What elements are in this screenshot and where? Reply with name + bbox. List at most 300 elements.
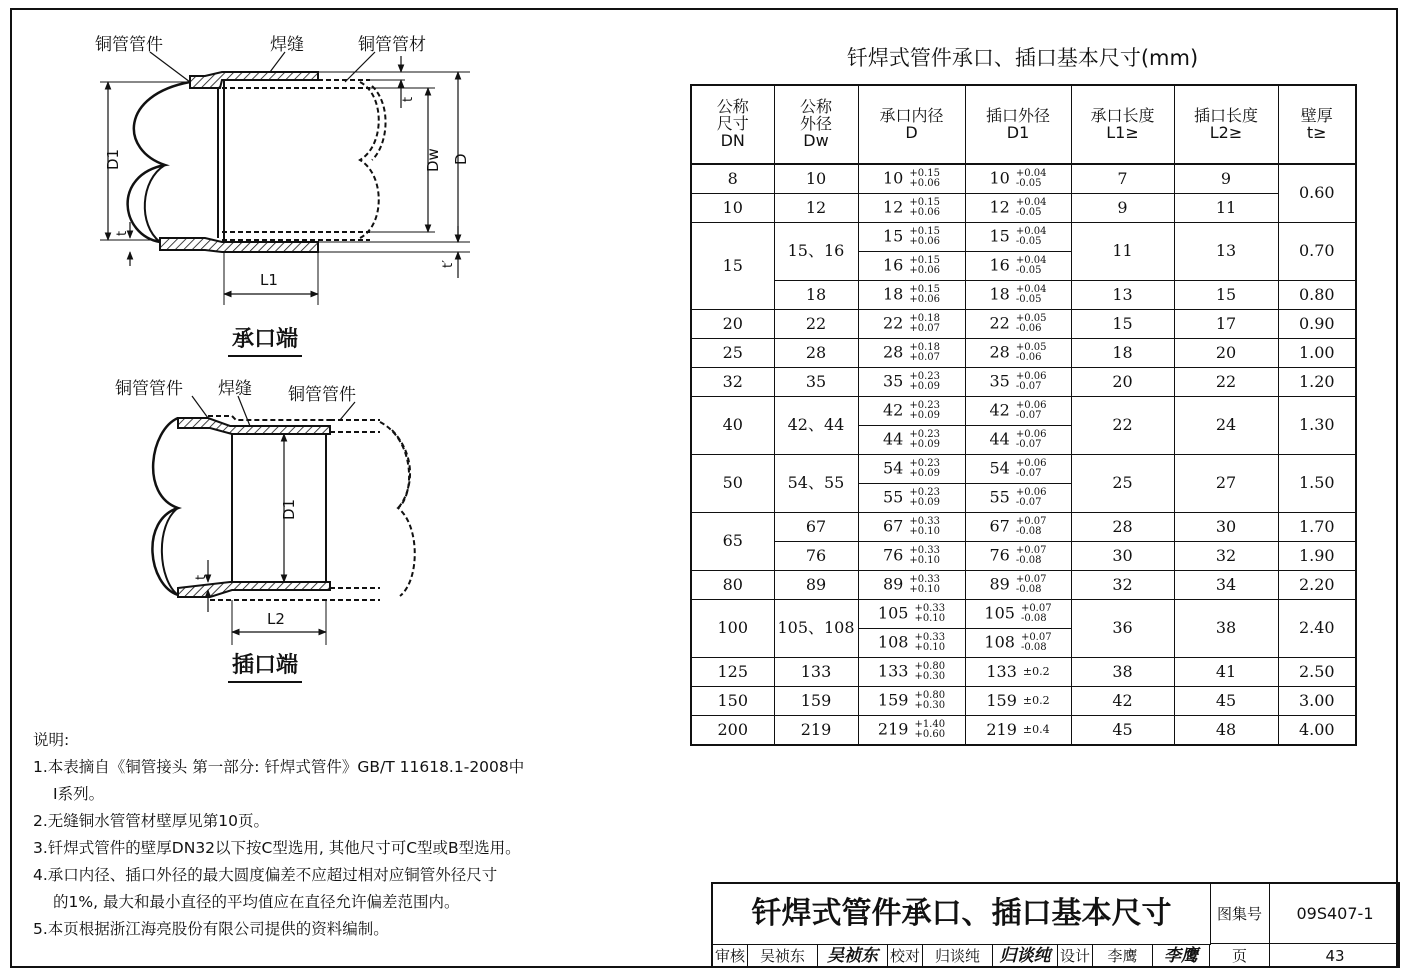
dim-t-left: t <box>115 230 130 236</box>
base-value: 54 <box>882 458 904 478</box>
tolerance-upper: +0.23 <box>909 458 940 469</box>
tolerance <box>914 691 945 711</box>
tolerance-lower: +0.09 <box>909 410 940 421</box>
socket-length-cell: 36 <box>1071 600 1174 658</box>
designer-signature: 李鹰 <box>1153 944 1210 968</box>
tolerance-upper: +0.15 <box>909 284 940 295</box>
tolerance-upper: +0.05 <box>1015 342 1047 353</box>
dn-cell: 65 <box>691 513 774 571</box>
tolerance-upper: +0.04 <box>1015 226 1047 237</box>
table-row <box>691 397 1356 426</box>
tolerance-lower: -0.08 <box>1015 555 1042 566</box>
spigot-length-cell: 41 <box>1174 658 1278 687</box>
socket-inner-diameter-cell <box>858 368 965 397</box>
notes-title: 说明: <box>33 731 70 749</box>
socket-inner-diameter-cell <box>858 600 965 629</box>
dim-l2: L2 <box>267 610 285 628</box>
tolerance-upper: +0.04 <box>1015 284 1047 295</box>
table-row <box>691 310 1356 339</box>
base-value: 16 <box>989 255 1010 275</box>
dn-cell: 20 <box>691 310 774 339</box>
spigot-outer-diameter-cell <box>965 716 1071 746</box>
dn-cell: 25 <box>691 339 774 368</box>
tolerance-upper: +0.06 <box>1015 371 1047 382</box>
dim-dw: Dw <box>424 148 442 172</box>
base-value: 16 <box>882 255 904 275</box>
table-row <box>691 513 1356 542</box>
base-value: 35 <box>989 371 1010 391</box>
tolerance-upper: +0.18 <box>909 342 940 353</box>
socket-inner-diameter-cell <box>858 687 965 716</box>
socket-end-caption: 承口端 <box>228 322 302 357</box>
spigot-length-cell: 30 <box>1174 513 1278 542</box>
notes <box>33 727 673 943</box>
base-value: 67 <box>882 516 904 536</box>
spigot-outer-diameter-cell <box>965 600 1071 629</box>
table-row <box>691 687 1356 716</box>
base-value: 10 <box>882 168 904 188</box>
tolerance-upper: +0.33 <box>909 516 940 527</box>
page-label: 页 <box>1210 944 1270 968</box>
tolerance-lower: +0.10 <box>909 526 940 537</box>
socket-inner-diameter-cell <box>858 426 965 455</box>
tolerance-lower: -0.08 <box>1015 526 1042 537</box>
design-label: 设计 <box>1058 944 1093 968</box>
tolerance <box>909 459 940 479</box>
base-value: 133 <box>986 661 1017 681</box>
base-value: 159 <box>986 690 1017 710</box>
tolerance <box>1016 314 1047 334</box>
tolerance-lower: +0.09 <box>909 497 940 508</box>
tolerance-lower: -0.05 <box>1015 265 1042 276</box>
note-line: 4.承口内径、插口外径的最大圆度偏差不应超过相对应铜管外径尺寸 <box>33 866 498 884</box>
tolerance-lower: -0.08 <box>1020 613 1047 624</box>
base-value: 12 <box>989 197 1010 217</box>
tolerance-lower: -0.07 <box>1015 381 1042 392</box>
label-fitting-right: 铜管管件 <box>288 385 356 405</box>
tolerance-lower: +0.10 <box>909 555 940 566</box>
socket-inner-diameter-cell <box>858 571 965 600</box>
dw-cell: 28 <box>774 339 858 368</box>
tolerance-upper: +0.04 <box>1015 255 1047 266</box>
wall-thickness-cell: 0.90 <box>1278 310 1356 339</box>
spigot-length-cell: 9 <box>1174 164 1278 194</box>
base-value: 133 <box>877 661 909 681</box>
socket-inner-diameter-cell <box>858 542 965 571</box>
spigot-outer-diameter-cell <box>965 542 1071 571</box>
tolerance <box>1023 725 1050 735</box>
tolerance-upper: +0.06 <box>1015 458 1047 469</box>
tolerance-plus-minus: ±0.4 <box>1022 723 1050 737</box>
socket-end-drawing <box>100 52 470 305</box>
base-value: 44 <box>989 429 1010 449</box>
tolerance-lower: +0.07 <box>909 352 940 363</box>
base-value: 219 <box>877 719 909 739</box>
socket-length-cell: 20 <box>1071 368 1174 397</box>
socket-length-cell: 9 <box>1071 194 1174 223</box>
wall-thickness-cell: 1.90 <box>1278 542 1356 571</box>
tolerance-lower: -0.07 <box>1015 410 1042 421</box>
dn-cell: 125 <box>691 658 774 687</box>
tolerance-lower: +0.10 <box>909 584 940 595</box>
dw-cell: 35 <box>774 368 858 397</box>
dn-cell: 200 <box>691 716 774 746</box>
dw-cell: 67 <box>774 513 858 542</box>
dn-cell: 150 <box>691 687 774 716</box>
tolerance <box>1016 169 1047 189</box>
table-row <box>691 368 1356 397</box>
tolerance <box>1021 604 1052 624</box>
tolerance-lower: +0.06 <box>909 207 940 218</box>
tolerance <box>909 430 940 450</box>
tolerance-lower: +0.06 <box>909 294 940 305</box>
table-row <box>691 339 1356 368</box>
base-value: 22 <box>989 313 1010 333</box>
table-row <box>691 571 1356 600</box>
spigot-outer-diameter-cell <box>965 164 1071 194</box>
base-value: 28 <box>882 342 904 362</box>
spigot-outer-diameter-cell <box>965 223 1071 252</box>
socket-inner-diameter-cell <box>858 513 965 542</box>
base-value: 15 <box>989 226 1010 246</box>
tolerance-plus-minus: ±0.2 <box>1022 665 1050 679</box>
column-header: 公称 尺寸 DN <box>691 85 774 164</box>
spigot-length-cell: 45 <box>1174 687 1278 716</box>
socket-length-cell: 45 <box>1071 716 1174 746</box>
dim-d1: D1 <box>104 148 122 170</box>
spigot-outer-diameter-cell <box>965 397 1071 426</box>
socket-inner-diameter-cell <box>858 716 965 746</box>
wall-thickness-cell: 4.00 <box>1278 716 1356 746</box>
base-value: 22 <box>882 313 904 333</box>
dim-d1: D1 <box>280 498 298 520</box>
dn-cell: 32 <box>691 368 774 397</box>
table-row <box>691 223 1356 252</box>
label-fitting: 铜管管件 <box>95 35 163 55</box>
tolerance-lower: +0.30 <box>914 671 946 682</box>
tolerance <box>1016 488 1047 508</box>
table-row <box>691 542 1356 571</box>
tolerance-lower: -0.08 <box>1020 642 1047 653</box>
dw-cell: 18 <box>774 281 858 310</box>
socket-inner-diameter-cell <box>858 252 965 281</box>
spigot-outer-diameter-cell <box>965 194 1071 223</box>
spigot-outer-diameter-cell <box>965 571 1071 600</box>
dim-t-prime: t′ <box>441 259 456 268</box>
tolerance <box>1016 401 1047 421</box>
tolerance-lower: -0.05 <box>1015 178 1042 189</box>
tolerance <box>909 488 940 508</box>
tolerance-lower: -0.05 <box>1015 236 1042 247</box>
note-line: 1.本表摘自《铜管接头 第一部分: 钎焊式管件》GB/T 11618.1-2008中 <box>33 758 525 776</box>
base-value: 105 <box>984 603 1015 623</box>
tolerance <box>1016 227 1047 247</box>
spigot-end-caption: 插口端 <box>228 648 302 683</box>
tolerance-upper: +0.07 <box>1015 574 1047 585</box>
spigot-outer-diameter-cell <box>965 339 1071 368</box>
wall-thickness-cell: 0.70 <box>1278 223 1356 281</box>
tolerance-lower: +0.10 <box>914 613 946 624</box>
tolerance-upper: +0.07 <box>1015 545 1047 556</box>
dim-l1: L1 <box>260 271 278 289</box>
atlas-label: 图集号 <box>1210 884 1270 944</box>
note-line: 2.无缝铜水管管材壁厚见第10页。 <box>33 812 270 830</box>
spigot-length-cell: 17 <box>1174 310 1278 339</box>
spigot-outer-diameter-cell <box>965 281 1071 310</box>
tolerance <box>914 720 945 740</box>
tolerance <box>909 343 940 363</box>
tolerance-upper: +0.18 <box>909 313 940 324</box>
wall-thickness-cell: 1.50 <box>1278 455 1356 513</box>
tolerance-upper: +0.15 <box>909 255 940 266</box>
wall-thickness-cell: 2.40 <box>1278 600 1356 658</box>
base-value: 42 <box>989 400 1010 420</box>
dw-cell: 42、44 <box>774 397 858 455</box>
label-weld: 焊缝 <box>270 35 304 55</box>
socket-inner-diameter-cell <box>858 455 965 484</box>
tolerance-upper: +0.07 <box>1020 603 1052 614</box>
tolerance-lower: +0.06 <box>909 236 940 247</box>
tolerance-lower: -0.07 <box>1015 468 1042 479</box>
dw-cell: 54、55 <box>774 455 858 513</box>
note-line: 5.本页根据浙江海亮股份有限公司提供的资料编制。 <box>33 920 389 938</box>
dim-t-right: t <box>401 96 416 102</box>
tolerance-lower: -0.06 <box>1015 323 1042 334</box>
spigot-length-cell: 15 <box>1174 281 1278 310</box>
tolerance-lower: +0.10 <box>914 642 946 653</box>
wall-thickness-cell: 1.00 <box>1278 339 1356 368</box>
tolerance <box>1016 459 1047 479</box>
checker-signature: 归谈纯 <box>993 944 1058 968</box>
wall-thickness-cell: 1.70 <box>1278 513 1356 542</box>
dw-cell: 22 <box>774 310 858 339</box>
socket-length-cell: 13 <box>1071 281 1174 310</box>
dw-cell: 133 <box>774 658 858 687</box>
tolerance-upper: +0.05 <box>1015 313 1047 324</box>
base-value: 10 <box>989 168 1010 188</box>
tolerance <box>1016 198 1047 218</box>
table-row <box>691 281 1356 310</box>
label-weld: 焊缝 <box>218 379 252 399</box>
atlas-number: 09S407-1 <box>1270 884 1400 944</box>
tolerance-plus-minus: ±0.2 <box>1022 694 1050 708</box>
tolerance <box>909 314 940 334</box>
tolerance <box>1016 546 1047 566</box>
socket-length-cell: 28 <box>1071 513 1174 542</box>
note-line: 的1%, 最大和最小直径的平均值应在直径允许偏差范围内。 <box>53 893 460 911</box>
socket-inner-diameter-cell <box>858 223 965 252</box>
socket-inner-diameter-cell <box>858 281 965 310</box>
socket-inner-diameter-cell <box>858 339 965 368</box>
socket-length-cell: 30 <box>1071 542 1174 571</box>
tolerance <box>909 575 940 595</box>
tolerance-upper: +1.40 <box>914 719 946 730</box>
dn-cell: 100 <box>691 600 774 658</box>
tolerance <box>914 662 945 682</box>
tolerance-upper: +0.06 <box>1015 429 1047 440</box>
reviewer-name: 吴祯东 <box>748 944 818 968</box>
note-line: I系列。 <box>53 785 105 803</box>
tolerance-lower: +0.09 <box>909 468 940 479</box>
base-value: 105 <box>877 603 909 623</box>
base-value: 44 <box>882 429 904 449</box>
base-value: 219 <box>986 719 1017 739</box>
tolerance-lower: +0.30 <box>914 700 946 711</box>
dn-cell: 40 <box>691 397 774 455</box>
review-label: 审核 <box>713 944 748 968</box>
table-row <box>691 164 1356 194</box>
tolerance <box>909 517 940 537</box>
tolerance <box>1023 696 1050 706</box>
wall-thickness-cell: 1.30 <box>1278 397 1356 455</box>
table-header-row <box>691 85 1356 164</box>
tolerance <box>909 401 940 421</box>
table-row <box>691 716 1356 746</box>
wall-thickness-cell: 1.20 <box>1278 368 1356 397</box>
spigot-length-cell: 22 <box>1174 368 1278 397</box>
dw-cell: 10 <box>774 164 858 194</box>
tolerance <box>1016 372 1047 392</box>
spigot-outer-diameter-cell <box>965 426 1071 455</box>
spigot-length-cell: 38 <box>1174 600 1278 658</box>
spigot-length-cell: 24 <box>1174 397 1278 455</box>
spigot-outer-diameter-cell <box>965 368 1071 397</box>
base-value: 159 <box>877 690 909 710</box>
tolerance-upper: +0.15 <box>909 168 940 179</box>
base-value: 35 <box>882 371 904 391</box>
tolerance-lower: +0.60 <box>914 729 946 740</box>
dn-cell: 50 <box>691 455 774 513</box>
column-header: 承口长度 L1≥ <box>1071 85 1174 164</box>
base-value: 42 <box>882 400 904 420</box>
tolerance-upper: +0.04 <box>1015 197 1047 208</box>
base-value: 18 <box>989 284 1010 304</box>
page-number: 43 <box>1325 947 1345 965</box>
tolerance-upper: +0.23 <box>909 371 940 382</box>
spigot-outer-diameter-cell <box>965 658 1071 687</box>
spigot-length-cell: 32 <box>1174 542 1278 571</box>
tolerance-upper: +0.04 <box>1015 168 1047 179</box>
socket-inner-diameter-cell <box>858 310 965 339</box>
tolerance <box>909 198 940 218</box>
spigot-length-cell: 34 <box>1174 571 1278 600</box>
tolerance <box>914 633 945 653</box>
dn-cell: 80 <box>691 571 774 600</box>
tolerance <box>909 372 940 392</box>
socket-length-cell: 42 <box>1071 687 1174 716</box>
socket-length-cell: 32 <box>1071 571 1174 600</box>
tolerance-upper: +0.80 <box>914 690 946 701</box>
base-value: 12 <box>882 197 904 217</box>
dimension-table <box>690 84 1357 746</box>
tolerance-upper: +0.07 <box>1020 632 1052 643</box>
wall-thickness-cell: 3.00 <box>1278 687 1356 716</box>
tolerance-lower: +0.06 <box>909 178 940 189</box>
tolerance-lower: -0.05 <box>1015 207 1042 218</box>
spigot-outer-diameter-cell <box>965 455 1071 484</box>
socket-inner-diameter-cell <box>858 164 965 194</box>
tolerance <box>1016 430 1047 450</box>
spigot-length-cell: 20 <box>1174 339 1278 368</box>
dw-cell: 219 <box>774 716 858 746</box>
tolerance-upper: +0.15 <box>909 197 940 208</box>
tolerance-upper: +0.33 <box>914 603 946 614</box>
tolerance-upper: +0.33 <box>909 574 940 585</box>
tolerance <box>1021 633 1052 653</box>
note-line: 3.钎焊式管件的壁厚DN32以下按C型选用, 其他尺寸可C型或B型选用。 <box>33 839 521 857</box>
tolerance <box>909 169 940 189</box>
tolerance-lower: -0.07 <box>1015 439 1042 450</box>
title-block-title: 钎焊式管件承口、插口基本尺寸 <box>713 884 1211 945</box>
dn-cell: 8 <box>691 164 774 194</box>
tolerance-lower: +0.09 <box>909 381 940 392</box>
spigot-outer-diameter-cell <box>965 687 1071 716</box>
socket-length-cell: 18 <box>1071 339 1174 368</box>
designer-name: 李鹰 <box>1093 944 1153 968</box>
column-header: 承口内径 D <box>858 85 965 164</box>
base-value: 55 <box>989 487 1010 507</box>
spigot-length-cell: 11 <box>1174 194 1278 223</box>
socket-inner-diameter-cell <box>858 629 965 658</box>
tolerance <box>914 604 945 624</box>
tolerance-lower: +0.07 <box>909 323 940 334</box>
base-value: 76 <box>989 545 1010 565</box>
tolerance-upper: +0.33 <box>909 545 940 556</box>
dw-cell: 159 <box>774 687 858 716</box>
base-value: 67 <box>989 516 1010 536</box>
tolerance <box>1016 517 1047 537</box>
wall-thickness-cell: 2.20 <box>1278 571 1356 600</box>
spigot-outer-diameter-cell <box>965 484 1071 513</box>
base-value: 55 <box>882 487 904 507</box>
notes-list <box>33 754 673 943</box>
spigot-outer-diameter-cell <box>965 310 1071 339</box>
spigot-length-cell: 13 <box>1174 223 1278 281</box>
base-value: 28 <box>989 342 1010 362</box>
tolerance <box>909 285 940 305</box>
spigot-outer-diameter-cell <box>965 252 1071 281</box>
title-block <box>711 882 1400 968</box>
tolerance <box>909 227 940 247</box>
base-value: 89 <box>882 574 904 594</box>
base-value: 18 <box>882 284 904 304</box>
tolerance <box>1016 285 1047 305</box>
table-title: 钎焊式管件承口、插口基本尺寸(mm) <box>846 46 1199 70</box>
dw-cell: 76 <box>774 542 858 571</box>
tolerance-upper: +0.23 <box>909 487 940 498</box>
base-value: 89 <box>989 574 1010 594</box>
tolerance-lower: +0.09 <box>909 439 940 450</box>
spigot-length-cell: 27 <box>1174 455 1278 513</box>
check-label: 校对 <box>888 944 923 968</box>
dw-cell: 89 <box>774 571 858 600</box>
column-header: 公称 外径 Dw <box>774 85 858 164</box>
dw-cell: 15、16 <box>774 223 858 281</box>
spigot-length-cell: 48 <box>1174 716 1278 746</box>
table-row <box>691 455 1356 484</box>
base-value: 15 <box>882 226 904 246</box>
tolerance-upper: +0.33 <box>914 632 946 643</box>
column-header: 壁厚 t≥ <box>1278 85 1356 164</box>
dim-d: D <box>452 153 470 165</box>
tolerance <box>1016 575 1047 595</box>
tolerance-upper: +0.15 <box>909 226 940 237</box>
table-row <box>691 658 1356 687</box>
tolerance-lower: -0.06 <box>1015 352 1042 363</box>
socket-length-cell: 25 <box>1071 455 1174 513</box>
tolerance-lower: +0.06 <box>909 265 940 276</box>
tolerance-upper: +0.06 <box>1015 487 1047 498</box>
